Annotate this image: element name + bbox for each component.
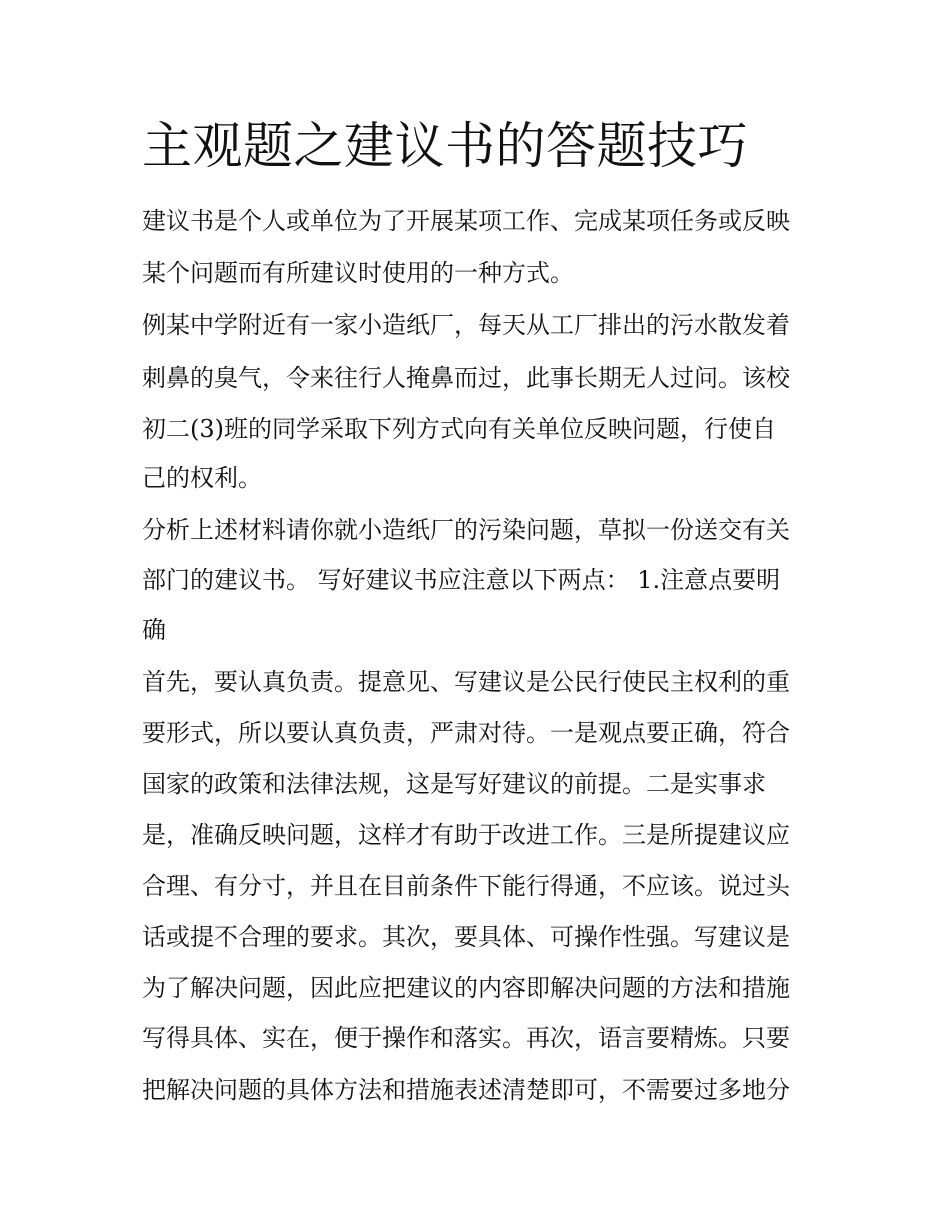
body-line: 确: [142, 616, 166, 644]
body-line: 建议书是个人或单位为了开展某项工作、完成某项任务或反映: [142, 207, 790, 235]
body-line: 分析上述材料请你就小造纸厂的污染问题，草拟一份送交有关: [142, 516, 790, 544]
body-line: 部门的建议书。 写好建议书应注意以下两点： 1.注意点要明: [142, 566, 781, 594]
body-line: 某个问题而有所建议时使用的一种方式。: [142, 259, 574, 287]
body-line: 己的权利。: [142, 464, 262, 492]
body-line: 为了解决问题，因此应把建议的内容即解决问题的方法和措施: [142, 974, 790, 1002]
document-title: 主观题之建议书的答题技巧: [142, 117, 748, 175]
body-line: 刺鼻的臭气，令来往行人掩鼻而过，此事长期无人过问。该校: [142, 364, 790, 392]
body-line: 把解决问题的具体方法和措施表述清楚即可，不需要过多地分: [142, 1076, 790, 1104]
body-line: 合理、有分寸，并且在目前条件下能行得通，不应该。说过头: [142, 872, 790, 900]
body-line: 要形式，所以要认真负责，严肃对待。一是观点要正确，符合: [142, 719, 790, 747]
body-line: 初二(3)班的同学采取下列方式向有关单位反映问题，行使自: [142, 415, 776, 443]
body-line: 话或提不合理的要求。其次，要具体、可操作性强。写建议是: [142, 923, 790, 951]
body-line: 写得具体、实在，便于操作和落实。再次，语言要精炼。只要: [142, 1024, 790, 1052]
body-line: 例某中学附近有一家小造纸厂，每天从工厂排出的污水散发着: [142, 311, 790, 339]
body-line: 是，准确反映问题，这样才有助于改进工作。三是所提建议应: [142, 821, 790, 849]
body-line: 首先，要认真负责。提意见、写建议是公民行使民主权利的重: [142, 668, 790, 696]
body-line: 国家的政策和法律法规，这是写好建议的前提。二是实事求: [142, 770, 766, 798]
